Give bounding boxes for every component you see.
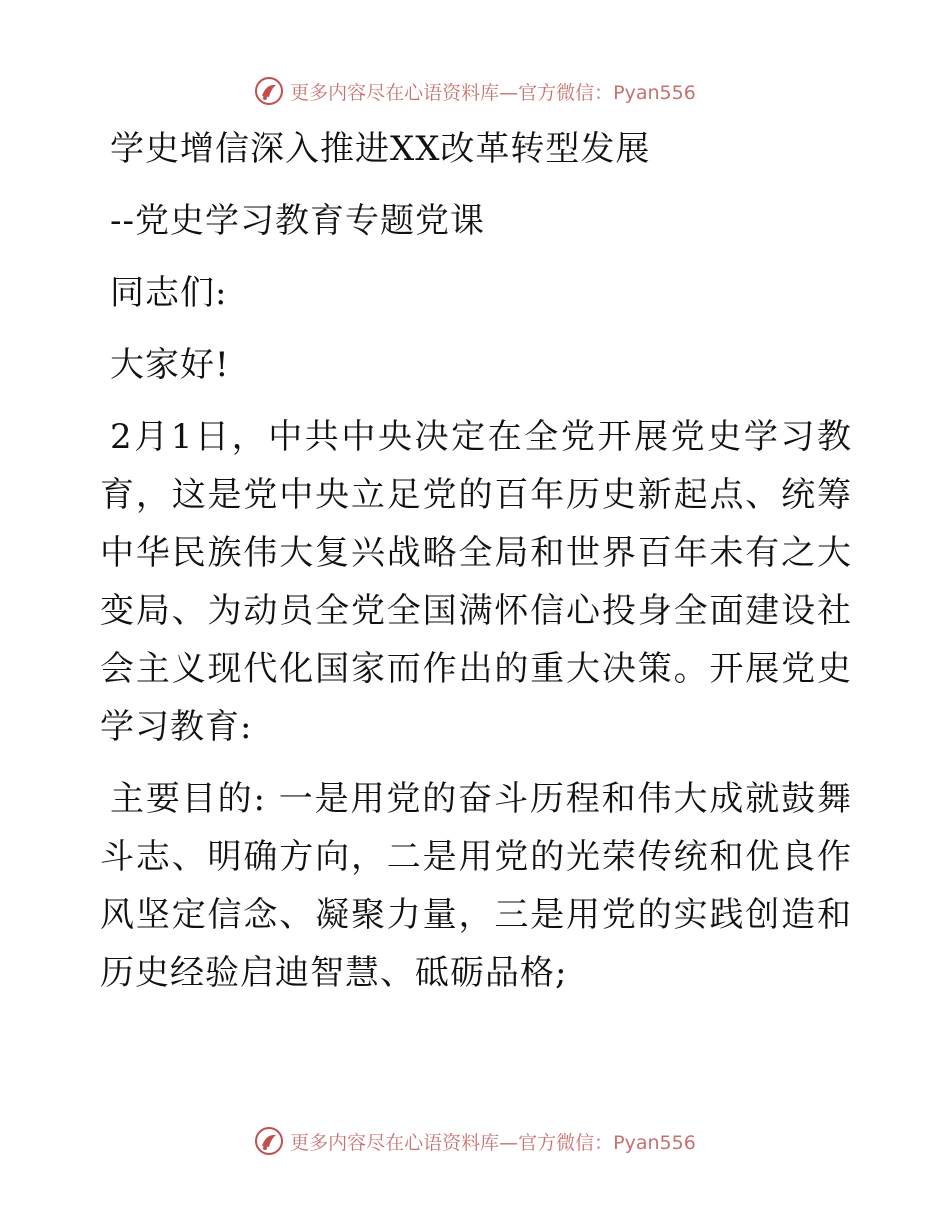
paragraph-purpose: 主要目的: 一是用党的奋斗历程和伟大成就鼓舞斗志、明确方向，二是用党的光荣传统和优良作风坚定信念、凝聚力量，三是用党的实践创造和历史经验启迪智慧、砥砺品格;: [100, 779, 852, 993]
watermark-text: 更多内容尽在心语资料库—官方微信：Pyan556: [290, 1131, 696, 1154]
paragraph-intro: 2月1日，中共中央决定在全党开展党史学习教育，这是党中央立足党的百年历史新起点、统筹中华民族伟大复兴战略全局和世界百年未有之大变局、为动员全党全国满怀信心投身全面建设社会主义现代化国家而作出的重大决策。开展党史学习教育:: [100, 417, 852, 747]
header-watermark: [0, 76, 950, 106]
document-subtitle: --党史学习教育专题党课: [110, 201, 485, 241]
document-title: 学史增信深入推进XX改革转型发展: [110, 129, 651, 169]
brand-logo-icon: [254, 76, 284, 106]
brand-logo-icon: [254, 1126, 284, 1156]
greeting: 大家好!: [110, 345, 230, 385]
document-body: [100, 120, 852, 1016]
footer-watermark: [0, 1126, 950, 1156]
salutation: 同志们:: [110, 273, 228, 313]
watermark-text: 更多内容尽在心语资料库—官方微信：Pyan556: [290, 81, 696, 104]
